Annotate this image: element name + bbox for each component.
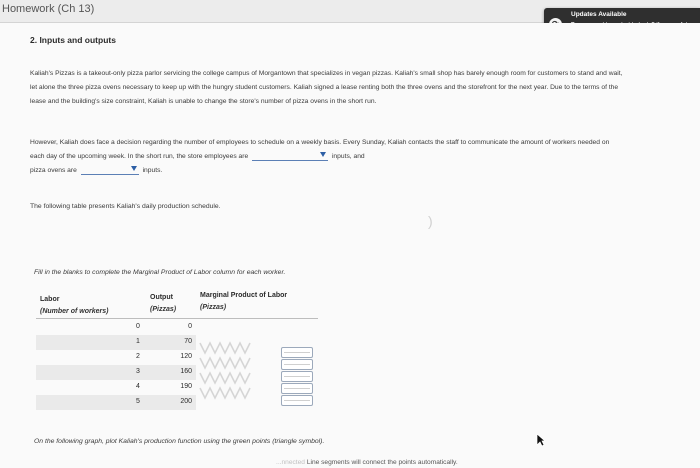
table-intro: The following table presents Kaliah's daily production schedule. bbox=[30, 203, 221, 210]
header-divider bbox=[36, 318, 318, 319]
dropdown-caret-icon bbox=[320, 152, 326, 157]
question-heading: 2. Inputs and outputs bbox=[30, 35, 116, 45]
decision-text-b: inputs, and bbox=[331, 153, 365, 160]
between-rows-zigzag-icon bbox=[196, 341, 252, 403]
decision-text-d: inputs. bbox=[142, 167, 163, 174]
mouse-cursor-icon bbox=[536, 433, 546, 447]
output-cell: 0 bbox=[188, 323, 192, 330]
mp-input-5[interactable] bbox=[281, 395, 313, 406]
col-header-output: Output bbox=[150, 294, 173, 301]
production-table bbox=[36, 289, 320, 415]
mp-input-2[interactable] bbox=[281, 359, 313, 370]
dropdown-caret-icon bbox=[131, 166, 137, 171]
table-row bbox=[36, 320, 196, 335]
table-instruction: Fill in the blanks to complete the Marginal Product of Labor column for each worker. bbox=[34, 269, 286, 276]
col-header-marginal-product-sub: (Pizzas) bbox=[200, 304, 227, 311]
graph-note-faded: ...nnected bbox=[276, 459, 305, 466]
graph-note bbox=[276, 459, 458, 466]
col-header-labor: Labor bbox=[40, 296, 60, 303]
labor-cell: 0 bbox=[136, 323, 140, 330]
output-cell: 120 bbox=[180, 353, 192, 360]
table-row bbox=[36, 335, 196, 350]
update-title: Updates Available bbox=[571, 11, 627, 18]
decorative-paren: ) bbox=[428, 213, 433, 229]
decision-text-c: pizza ovens are bbox=[30, 167, 77, 174]
mp-input-1[interactable] bbox=[281, 347, 313, 358]
store-employees-select[interactable] bbox=[252, 151, 328, 161]
mp-input-4[interactable] bbox=[281, 383, 313, 394]
labor-cell: 1 bbox=[136, 338, 140, 345]
output-cell: 70 bbox=[184, 338, 192, 345]
decision-paragraph bbox=[30, 136, 610, 178]
question-content bbox=[0, 23, 700, 468]
table-row bbox=[36, 365, 196, 380]
labor-cell: 2 bbox=[136, 353, 140, 360]
scenario-paragraph: Kaliah's Pizzas is a takeout-only pizza parlor servicing the college campus of Morgantown that specializes in vegan pizzas. Kaliah's small shop has barely enough room for customers to stand and wait, let alone the three pizza ovens necessary to keep up with the hungry student customers. Kaliah signed a lease renting both the three ovens and the storefront for the next year. Due to the terms of the lease and the building's size constraint, Kaliah is unable to change the store's number of pizza ovens in the short run. bbox=[30, 70, 623, 105]
output-cell: 160 bbox=[180, 368, 192, 375]
col-header-marginal-product: Marginal Product of Labor bbox=[200, 292, 288, 299]
mp-input-3[interactable] bbox=[281, 371, 313, 382]
output-cell: 200 bbox=[180, 398, 192, 405]
table-row bbox=[36, 395, 196, 410]
homework-title: Homework (Ch 13) bbox=[2, 3, 95, 15]
graph-note-text: Line segments will connect the points automatically. bbox=[306, 459, 458, 466]
table-row bbox=[36, 380, 196, 395]
labor-cell: 4 bbox=[136, 383, 140, 390]
labor-cell: 3 bbox=[136, 368, 140, 375]
labor-cell: 5 bbox=[136, 398, 140, 405]
decision-text-a: However, Kaliah does face a decision regarding the number of employees to schedule on a weekly basis. Every Sunday, Kaliah contacts the staff to communicate the amount of workers needed on each day of the upcoming week. In the short run, the store employees are bbox=[30, 139, 610, 160]
pizza-ovens-select[interactable] bbox=[81, 165, 139, 175]
graph-instruction: On the following graph, plot Kaliah's production function using the green points (triangle symbol). bbox=[34, 438, 325, 445]
output-cell: 190 bbox=[180, 383, 192, 390]
table-row bbox=[36, 350, 196, 365]
col-header-output-sub: (Pizzas) bbox=[150, 306, 177, 313]
col-header-labor-sub: (Number of workers) bbox=[40, 308, 109, 315]
